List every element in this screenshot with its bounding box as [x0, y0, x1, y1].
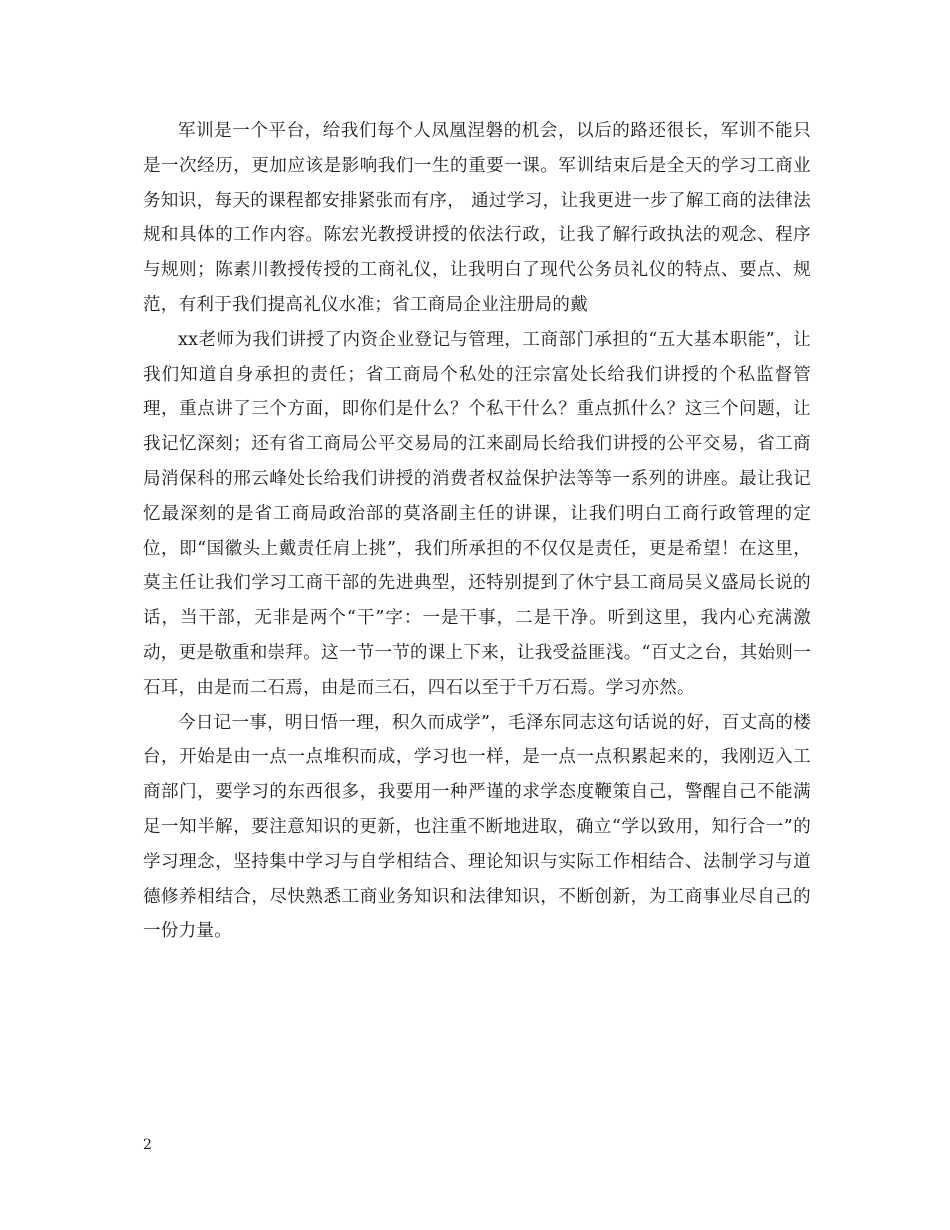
document-body [143, 114, 811, 949]
page-number: 2 [143, 1137, 152, 1153]
paragraph-3: 今日记一事，明日悟一理，积久而成学”，毛泽东同志这句话说的好，百丈高的楼台，开始是由一点一点堆积而成，学习也一样，是一点一点积累起来的，我刚迈入工商部门，要学习的东西很多，我要用一种严谨的求学态度鞭策自己，警醒自己不能满足一知半解，要注意知识的更新，也注重不断地进取，确立“学以致用，知行合一”的学习理念，坚持集中学习与自学相结合、理论知识与实际工作相结合、法制学习与道德修养相结合，尽快熟悉工商业务知识和法律知识，不断创新，为工商事业尽自己的一份力量。 [143, 712, 811, 942]
paragraph-1: 军训是一个平台，给我们每个人凤凰涅磐的机会，以后的路还很长，军训不能只是一次经历，更加应该是影响我们一生的重要一课。军训结束后是全天的学习工商业务知识，每天的课程都安排紧张而有序， 通过学习，让我更进一步了解工商的法律法规和具体的工作内容。陈宏光教授讲授的依法行政，让我了解行政执法的观念、程序与规则；陈素川教授传授的工商礼仪，让我明白了现代公务员礼仪的特点、要点、规范，有利于我们提高礼仪水准；省工商局企业注册局的戴 [143, 121, 811, 315]
paragraph-2: xx老师为我们讲授了内资企业登记与管理，工商部门承担的“五大基本职能”，让我们知道自身承担的责任；省工商局个私处的汪宗富处长给我们讲授的个私监督管理，重点讲了三个方面，即你们是什么？个私干什么？重点抓什么？这三个问题，让我记忆深刻；还有省工商局公平交易局的江来副局长给我们讲授的公平交易，省工商局消保科的邢云峰处长给我们讲授的消费者权益保护法等等一系列的讲座。最让我记忆最深刻的是省工商局政治部的莫洛副主任的讲课，让我们明白工商行政管理的定位，即“国徽头上戴责任肩上挑”，我们所承担的不仅仅是责任，更是希望！在这里，莫主任让我们学习工商干部的先进典型，还特别提到了休宁县工商局吴义盛局长说的话，当干部，无非是两个“干”字：一是干事，二是干净。听到这里，我内心充满激动，更是敬重和崇拜。这一节一节的课上下来，让我受益匪浅。“百丈之台，其始则一石耳，由是而二石焉，由是而三石，四石以至于千万石焉。学习亦然。 [143, 329, 811, 698]
